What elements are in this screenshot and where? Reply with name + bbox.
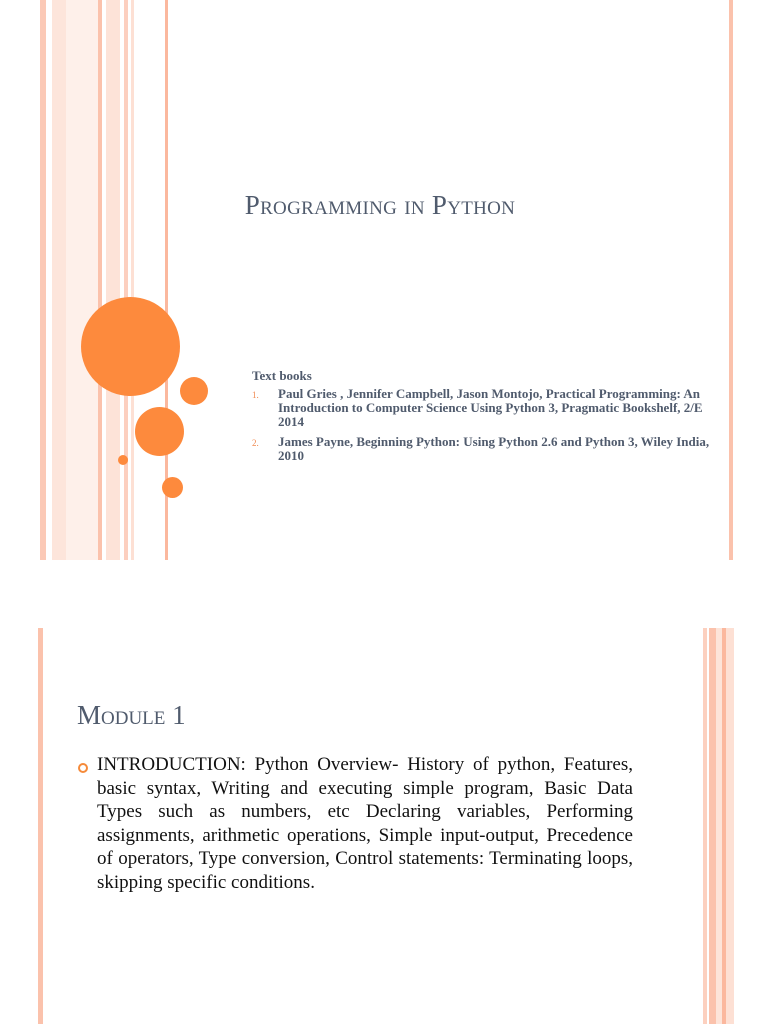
module-bullet-text: INTRODUCTION: Python Overview- History of python, Features, basic syntax, Writing and executing simple program, Basic Data Types such as numbers, etc Declaring variables, Performing assignments, arithmetic operations, Simple input-output, Precedence of operators, Type conversion, Control statements: Terminating loops, skipping specific conditions. xyxy=(97,754,633,893)
textbooks-list xyxy=(252,387,722,469)
list-number: 2. xyxy=(252,438,259,448)
decorative-stripe xyxy=(124,0,128,560)
slide-2 xyxy=(0,628,768,1024)
decorative-stripe xyxy=(131,0,134,560)
textbook-item xyxy=(252,435,722,463)
textbook-item xyxy=(252,387,722,429)
decorative-stripe xyxy=(52,0,66,560)
medium-circle-decoration xyxy=(135,407,184,456)
tiny-circle-decoration xyxy=(118,455,128,465)
decorative-stripe xyxy=(40,0,46,560)
list-number: 1. xyxy=(252,390,259,400)
decorative-stripe xyxy=(729,0,733,560)
textbook-text: James Payne, Beginning Python: Using Python 2.6 and Python 3, Wiley India, 2010 xyxy=(278,434,710,463)
decorative-stripe xyxy=(726,628,734,1024)
decorative-stripe xyxy=(709,628,716,1024)
large-circle-decoration xyxy=(81,297,180,396)
decorative-stripe xyxy=(703,628,707,1024)
textbook-text: Paul Gries , Jennifer Campbell, Jason Montojo, Practical Programming: An Introduction to Computer Science Using Python 3, Pragmatic Bookshelf, 2/E 2014 xyxy=(278,386,703,429)
bullet-icon xyxy=(78,763,88,773)
presentation-title: Programming in Python xyxy=(244,190,516,220)
decorative-stripe xyxy=(38,628,43,1024)
decorative-stripe xyxy=(165,0,168,560)
decorative-stripe xyxy=(106,0,120,560)
small-circle-decoration xyxy=(180,377,208,405)
decorative-stripe xyxy=(98,0,102,560)
textbooks-heading: Text books xyxy=(252,368,312,383)
module-title: Module 1 xyxy=(77,700,186,730)
decorative-stripe xyxy=(66,0,98,560)
small-circle-decoration xyxy=(162,477,183,498)
